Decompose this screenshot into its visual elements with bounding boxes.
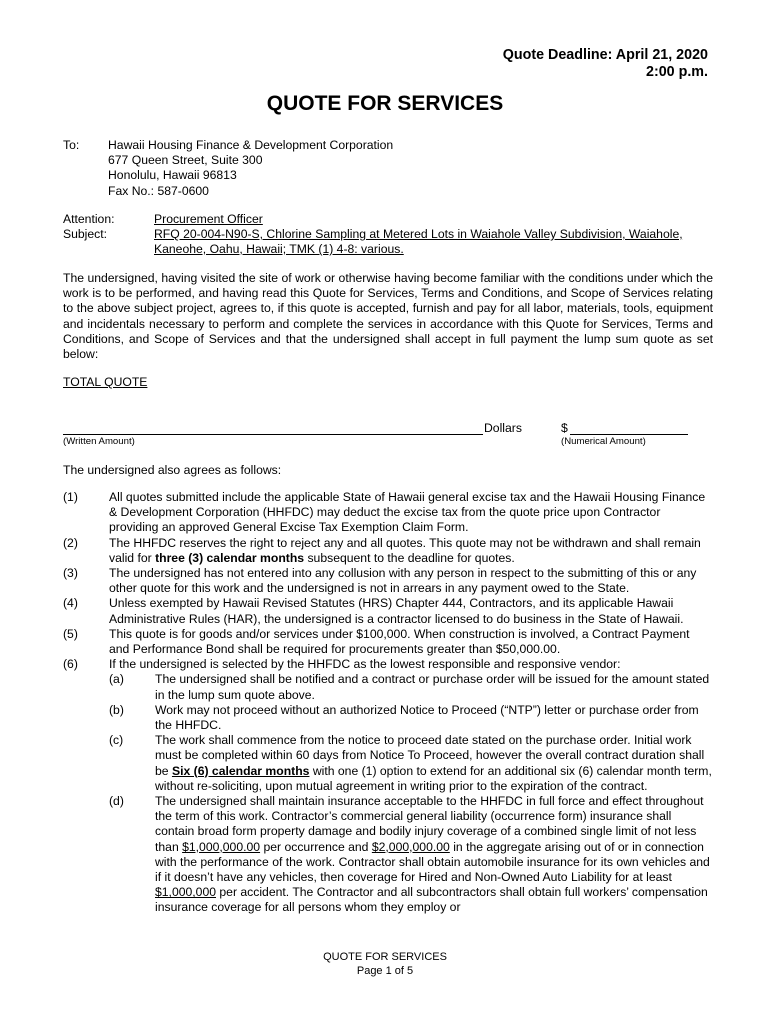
item-text: The undersigned shall be notified and a contract or purchase order will be issued for the amount stated in the lump sum quote above.: [155, 672, 710, 702]
to-label: To:: [63, 138, 80, 152]
numerical-amount-label: (Numerical Amount): [561, 436, 646, 447]
address-line: Fax No.: 587-0600: [108, 183, 209, 198]
item-text: with one (1) option to extend for an additional six (6) calendar month term, without re-soliciting, upon mutual agreement in writing prior to the expiration of the contract.: [155, 763, 712, 793]
list-item: [63, 536, 713, 566]
sub-list-item: [109, 672, 713, 702]
written-amount-label: (Written Amount): [63, 436, 135, 447]
terms-list: [63, 490, 713, 916]
item-letter: (a): [109, 672, 124, 687]
recipient-address: [108, 138, 393, 199]
item-text-bold: three (3) calendar months: [155, 550, 305, 565]
item-text: in the aggregate arising out of or in connection with the performance of the work. Contractor shall obtain automobile insurance for its own vehicles and if it doesn’t have any vehicles, then coverage for Hired and Non-Owned Auto Liability for at least: [155, 839, 710, 885]
sub-list-item: [109, 703, 713, 733]
address-line: 677 Queen Street, Suite 300: [108, 153, 263, 168]
item-letter: (d): [109, 794, 124, 809]
item-number: (2): [63, 535, 78, 550]
sub-list-item: [109, 733, 713, 794]
item-text: The HHFDC reserves the right to reject any and all quotes. This quote may not be withdrawn and shall remain valid for: [109, 535, 701, 565]
item-text: The undersigned has not entered into any collusion with any person in respect to the submitting of this or any other quote for this work and the undersigned is not in arrears in any payment owed to the State.: [109, 566, 697, 596]
list-item: [63, 566, 713, 596]
item-text: The work shall commence from the notice to proceed date stated on the purchase order. Initial work must be completed within 60 days from Notice To Proceed, however the overall contract duration shall be: [155, 733, 705, 778]
list-item: [63, 596, 713, 626]
list-item: [63, 627, 713, 657]
amount-value: $1,000,000.00: [182, 839, 261, 854]
currency-symbol: $: [561, 421, 568, 435]
item-text: If the undersigned is selected by the HHFDC as the lowest responsible and responsive vendor:: [109, 657, 621, 672]
item-number: (3): [63, 566, 78, 581]
total-quote-heading: TOTAL QUOTE: [63, 375, 148, 389]
item-text: per accident. The Contractor and all subcontractors shall obtain full workers’ compensation insurance coverage for all persons whom they employ or: [155, 885, 708, 915]
deadline-date: Quote Deadline: April 21, 2020: [502, 47, 708, 63]
item-text: All quotes submitted include the applicable State of Hawaii general excise tax and the Hawaii Housing Finance & Development Corporation (HHFDC) may deduct the excise tax from the quote price upon Contractor providing an approved General Excise Tax Exemption Claim Form.: [109, 490, 706, 535]
page-footer: [0, 950, 770, 978]
sub-list-item: [109, 794, 713, 916]
item-text: This quote is for goods and/or services under $100,000. When construction is involved, a Contract Payment and Performance Bond shall be required for procurements greater than $50,000.00.: [109, 626, 690, 657]
attention-label: Attention:: [63, 212, 115, 226]
subject-line-2: Kaneohe, Oahu, Hawaii; TMK (1) 4-8: various.: [154, 242, 404, 256]
quote-deadline: [503, 47, 708, 81]
item-text-bold: Six (6) calendar months: [171, 763, 310, 778]
item-text: The undersigned shall maintain insurance acceptable to the HHFDC in full force and effect throughout the term of this work. Contractor’s commercial general liability (occurrence form) insurance shall contain broad form property damage and bodily injury coverage of a combined single limit of not less than: [155, 794, 704, 854]
attention-value: Procurement Officer: [154, 212, 263, 226]
item-text: per occurrence and: [260, 839, 372, 854]
subject-line-1: RFQ 20-004-N90-S, Chlorine Sampling at Metered Lots in Waiahole Valley Subdivision, Waiahole,: [154, 227, 683, 241]
dollars-label: Dollars: [484, 421, 522, 435]
item-number: (6): [63, 657, 78, 672]
item-number: (1): [63, 490, 78, 504]
list-item: [63, 490, 713, 536]
item-number: (4): [63, 596, 78, 611]
subject-label: Subject:: [63, 227, 108, 241]
page-title: QUOTE FOR SERVICES: [266, 92, 504, 115]
page-number: Page 1 of 5: [356, 965, 414, 977]
footer-title: QUOTE FOR SERVICES: [323, 951, 447, 963]
item-letter: (c): [109, 733, 124, 748]
amount-value: $2,000,000.00: [371, 839, 450, 854]
item-number: (5): [63, 626, 78, 641]
item-letter: (b): [109, 702, 124, 717]
item-text: Work may not proceed without an authorized Notice to Proceed (“NTP”) letter or purchase order from the HHFDC.: [155, 702, 699, 733]
item-text: subsequent to the deadline for quotes.: [304, 550, 515, 565]
item-text: Unless exempted by Hawaii Revised Statutes (HRS) Chapter 444, Contractors, and its applicable Hawaii Administrative Rules (HAR), the undersigned is a contractor licensed to do business in the State of Hawaii.: [109, 596, 684, 626]
address-line: Honolulu, Hawaii 96813: [108, 168, 237, 183]
agrees-heading: The undersigned also agrees as follows:: [63, 463, 282, 477]
list-item: [63, 657, 713, 915]
intro-paragraph: The undersigned, having visited the site of work or otherwise having become familiar with the conditions under which the work is to be performed, and having read this Quote for Services, Terms and Conditions, and Scope of Services relating to the above subject project, agrees to, if this quote is accepted, furnish and pay for all labor, materials, tools, equipment and incidentals necessary to perform and complete the services in accordance with this Quote for Services, Terms and Conditions, and Scope of Services and that the undersigned shall accept in full payment the lump sum quote as set below:: [63, 271, 713, 362]
numerical-amount-line[interactable]: [570, 434, 688, 435]
written-amount-line[interactable]: [63, 434, 483, 435]
deadline-time: 2:00 p.m.: [646, 64, 708, 80]
address-line: Hawaii Housing Finance & Development Corporation: [108, 138, 394, 152]
amount-value: $1,000,000: [155, 885, 216, 900]
